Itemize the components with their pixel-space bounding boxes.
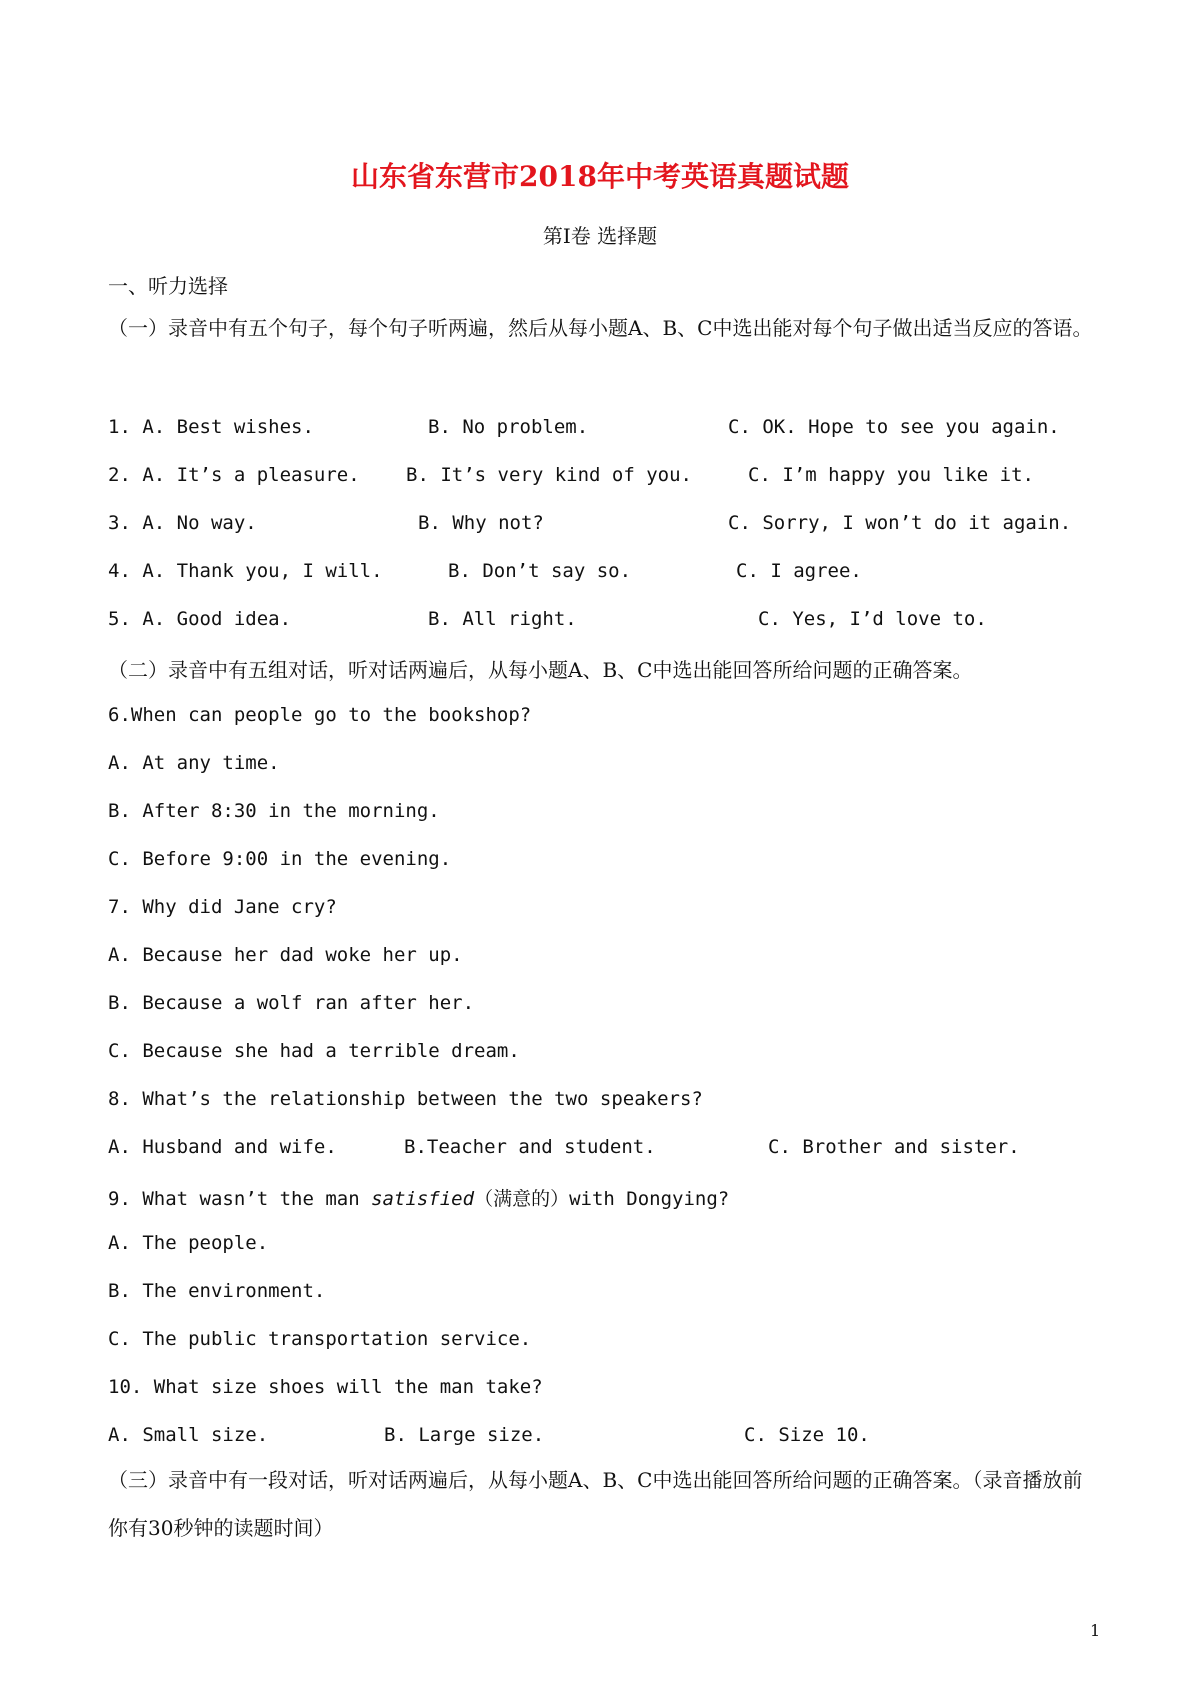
q7-option-c: C. Because she had a terrible dream. xyxy=(108,1040,520,1062)
q7-option-b: B. Because a wolf ran after her. xyxy=(108,992,475,1014)
q9-option-b: B. The environment. xyxy=(108,1280,326,1302)
part3-instruction: （三）录音中有一段对话，听对话两遍后，从每小题A、B、C中选出能回答所给问题的正确答案。（录音播放前你有30秒钟的读题时间） xyxy=(108,1468,1083,1540)
q1-option-c: C. OK. Hope to see you again. xyxy=(728,416,1060,438)
question-1 xyxy=(108,416,1060,438)
q8-option-a: A. Husband and wife. xyxy=(108,1136,337,1158)
part2-instruction: （二）录音中有五组对话，听对话两遍后，从每小题A、B、C中选出能回答所给问题的正确答案。 xyxy=(108,658,973,682)
q8-option-b: B.Teacher and student. xyxy=(404,1136,656,1158)
question-3 xyxy=(108,512,1072,534)
q6-option-c: C. Before 9:00 in the evening. xyxy=(108,848,452,870)
question-5 xyxy=(108,608,987,630)
question-10: 10. What size shoes will the man take? xyxy=(108,1376,543,1398)
q2-option-a: 2. A. It’s a pleasure. xyxy=(108,464,360,486)
question-2 xyxy=(108,464,1034,486)
q10-option-b: B. Large size. xyxy=(384,1424,545,1446)
q1-option-a: 1. A. Best wishes. xyxy=(108,416,314,438)
q10-option-a: A. Small size. xyxy=(108,1424,269,1446)
q5-option-b: B. All right. xyxy=(428,608,577,630)
q3-option-b: B. Why not? xyxy=(418,512,544,534)
q3-option-a: 3. A. No way. xyxy=(108,512,257,534)
section-heading: 一、听力选择 xyxy=(108,274,228,298)
q9-text-post: （满意的）with Dongying? xyxy=(474,1188,730,1210)
q9-italic-word: satisfied xyxy=(371,1188,475,1210)
question-6: 6.When can people go to the bookshop? xyxy=(108,704,532,726)
q10-option-c: C. Size 10. xyxy=(744,1424,870,1446)
q9-option-c: C. The public transportation service. xyxy=(108,1328,532,1350)
question-8: 8. What’s the relationship between the two speakers? xyxy=(108,1088,703,1110)
part1-instruction: （一）录音中有五个句子，每个句子听两遍，然后从每小题A、B、C中选出能对每个句子做出适当反应的答语。 xyxy=(108,316,1093,340)
q2-option-b: B. It’s very kind of you. xyxy=(406,464,692,486)
q7-option-a: A. Because her dad woke her up. xyxy=(108,944,463,966)
q10-options xyxy=(108,1424,870,1446)
q9-option-a: A. The people. xyxy=(108,1232,269,1254)
q8-options xyxy=(108,1136,1020,1158)
page-number: 1 xyxy=(1090,1621,1101,1640)
section-subtitle: 第Ⅰ卷 选择题 xyxy=(542,224,658,248)
q4-option-b: B. Don’t say so. xyxy=(448,560,632,582)
q6-option-b: B. After 8:30 in the morning. xyxy=(108,800,440,822)
question-9 xyxy=(108,1184,729,1211)
q4-option-a: 4. A. Thank you, I will. xyxy=(108,560,383,582)
q4-option-c: C. I agree. xyxy=(736,560,862,582)
q2-option-c: C. I’m happy you like it. xyxy=(748,464,1034,486)
question-7: 7. Why did Jane cry? xyxy=(108,896,337,918)
q8-option-c: C. Brother and sister. xyxy=(768,1136,1020,1158)
q5-option-c: C. Yes, I’d love to. xyxy=(758,608,987,630)
page-title: 山东省东营市2018年中考英语真题试题 xyxy=(351,160,849,193)
q6-option-a: A. At any time. xyxy=(108,752,280,774)
question-4 xyxy=(108,560,862,582)
q1-option-b: B. No problem. xyxy=(428,416,589,438)
q3-option-c: C. Sorry, I won’t do it again. xyxy=(728,512,1072,534)
q9-text-pre: 9. What wasn’t the man xyxy=(108,1188,372,1210)
q5-option-a: 5. A. Good idea. xyxy=(108,608,292,630)
